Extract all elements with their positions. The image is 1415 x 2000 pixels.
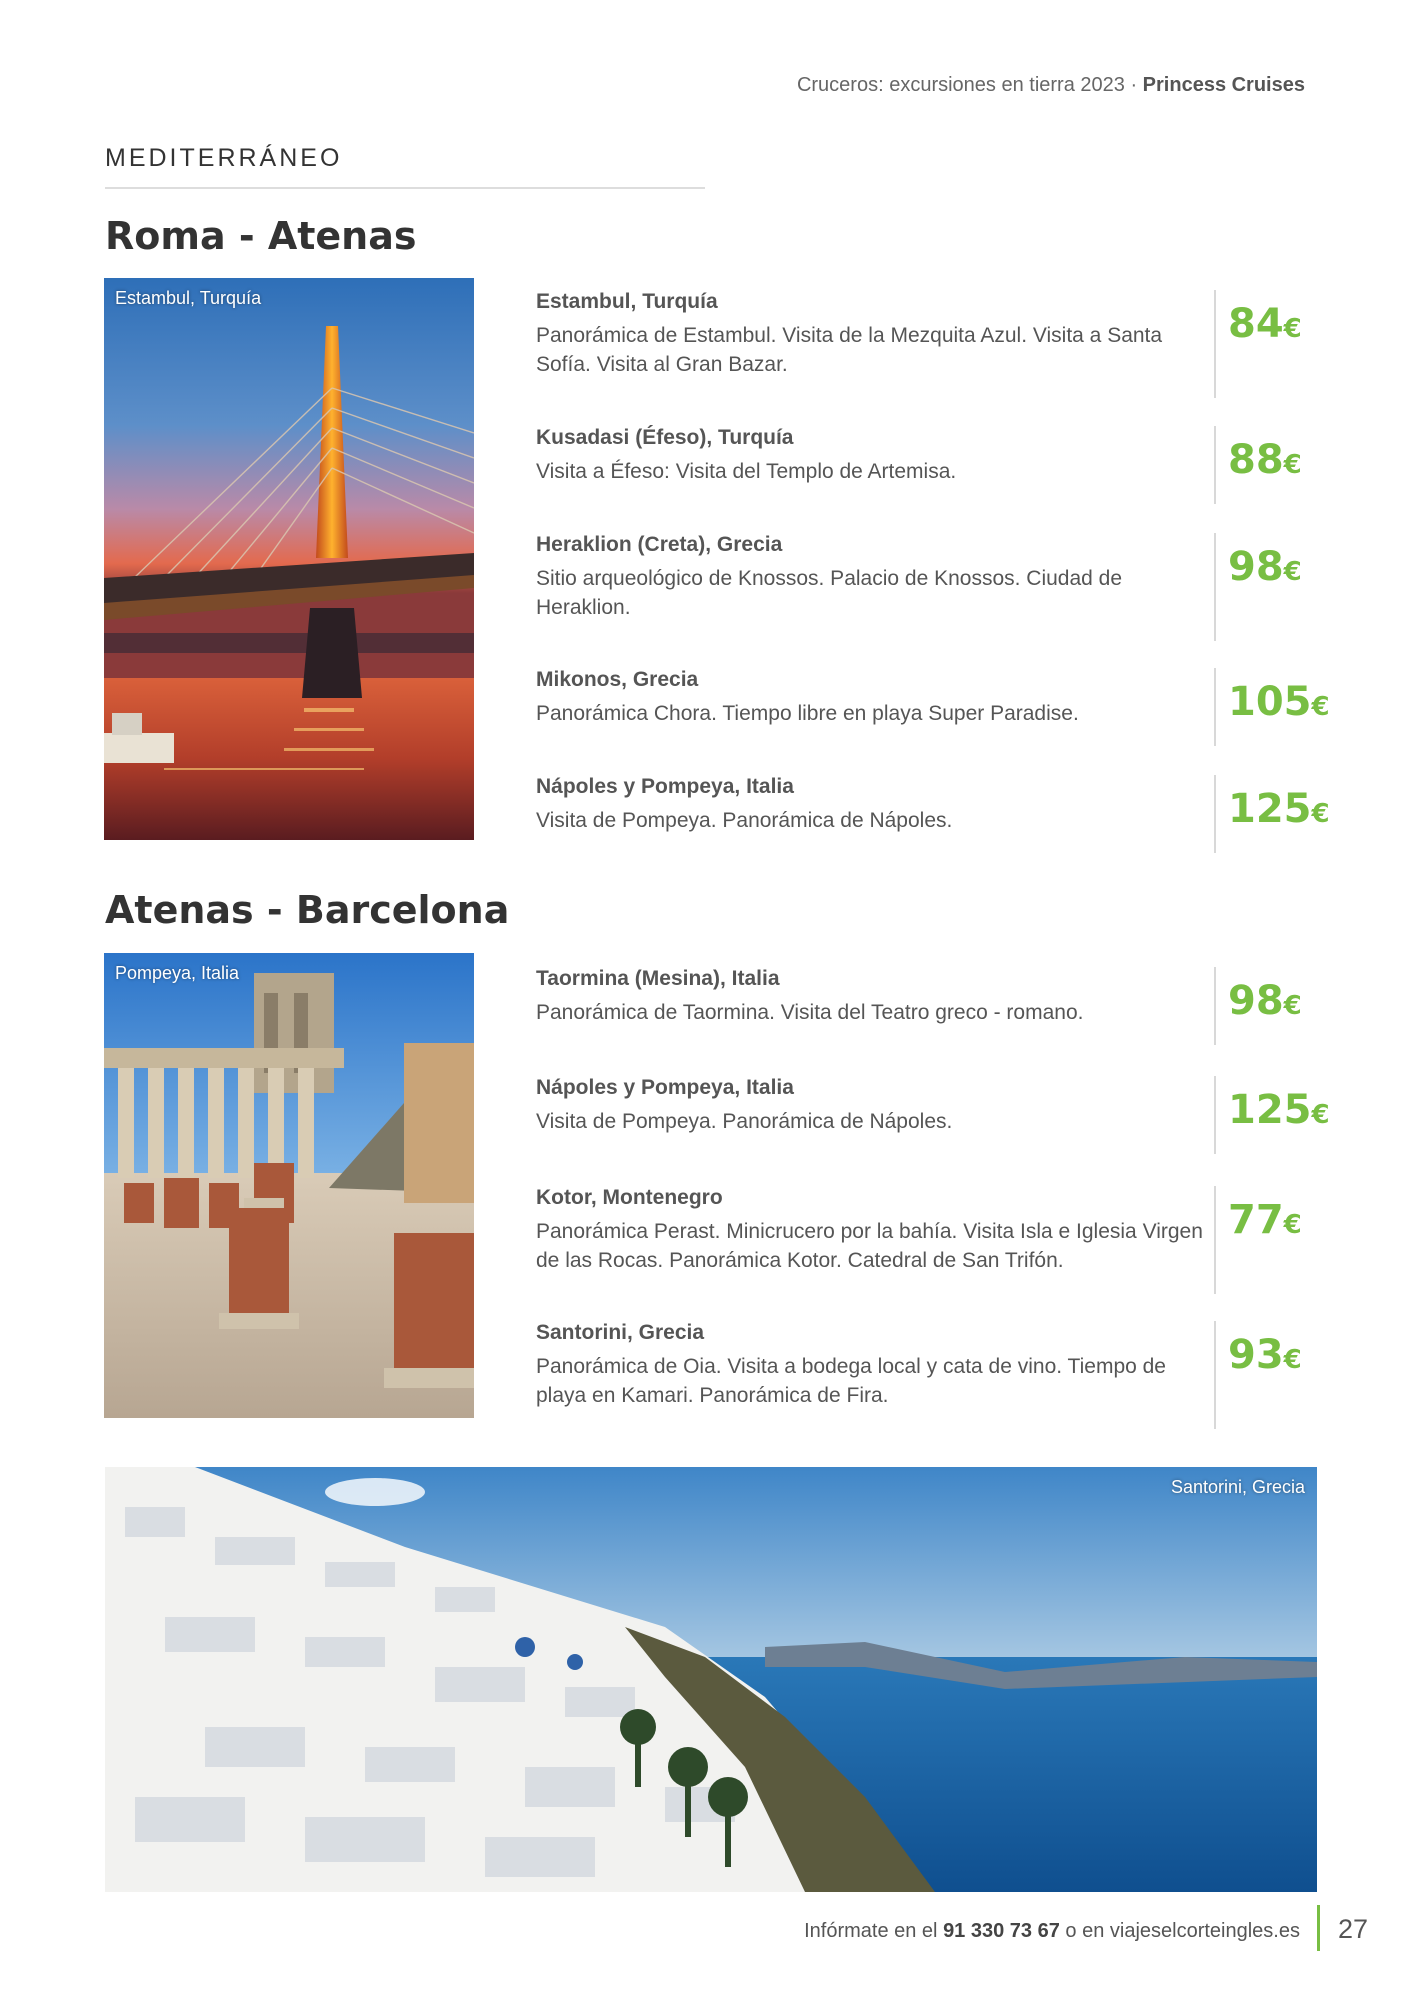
- price-value: 105: [1228, 679, 1312, 725]
- banner-caption: Santorini, Grecia: [1170, 1477, 1305, 1497]
- excursion-title: Santorini, Grecia: [536, 1321, 705, 1344]
- footer-prefix: Infórmate en el: [804, 1920, 944, 1942]
- footer-divider: [1317, 1905, 1320, 1951]
- excursion-description: Panorámica de Oia. Visita a bodega local y cata de vino. Tiempo de playa en Kamari. Panorámica de Fira.: [536, 1355, 1166, 1407]
- excursion-price: [1228, 437, 1302, 483]
- excursion-description: Panorámica de Taormina. Visita del Teatro greco - romano.: [536, 1001, 1084, 1024]
- photo-caption: Pompeya, Italia: [115, 963, 240, 983]
- header-brand: Princess Cruises: [1142, 74, 1305, 96]
- section-label: MEDITERRÁNEO: [105, 144, 343, 172]
- price-value: 125: [1228, 786, 1312, 832]
- photo-estambul: [104, 278, 474, 840]
- excursion-title: Kusadasi (Éfeso), Turquía: [536, 426, 794, 449]
- excursion-title: Estambul, Turquía: [536, 290, 718, 313]
- price-divider: [1214, 775, 1216, 853]
- excursion-item: [536, 533, 1326, 622]
- excursion-description: Panorámica de Estambul. Visita de la Mezquita Azul. Visita a Santa Sofía. Visita al Gran Bazar.: [536, 324, 1163, 376]
- excursion-item: [536, 426, 1326, 486]
- photo-pompeya: [104, 953, 474, 1418]
- price-currency: €: [1311, 1100, 1330, 1130]
- price-currency: €: [1311, 799, 1330, 829]
- excursion-title: Nápoles y Pompeya, Italia: [536, 1076, 794, 1099]
- running-header: [797, 74, 1305, 97]
- price-divider: [1214, 1186, 1216, 1294]
- route-title-atenas-barcelona: Atenas - Barcelona: [105, 888, 510, 932]
- excursion-price: [1228, 786, 1330, 832]
- price-currency: €: [1283, 1345, 1302, 1375]
- excursion-title: Kotor, Montenegro: [536, 1186, 723, 1209]
- price-divider: [1214, 967, 1216, 1045]
- price-value: 84: [1228, 301, 1284, 347]
- price-divider: [1214, 668, 1216, 746]
- excursion-title: Heraklion (Creta), Grecia: [536, 533, 783, 556]
- excursion-title: Taormina (Mesina), Italia: [536, 967, 780, 990]
- price-currency: €: [1283, 991, 1302, 1021]
- excursion-item: [536, 1321, 1326, 1410]
- excursion-price: [1228, 978, 1302, 1024]
- price-value: 98: [1228, 978, 1284, 1024]
- price-divider: [1214, 533, 1216, 641]
- price-divider: [1214, 1076, 1216, 1154]
- page-number: 27: [1338, 1914, 1369, 1944]
- price-divider: [1214, 1321, 1216, 1429]
- price-value: 77: [1228, 1197, 1284, 1243]
- price-value: 88: [1228, 437, 1284, 483]
- footer-middle: o en: [1059, 1920, 1110, 1942]
- excursion-item: [536, 1076, 1330, 1136]
- price-currency: €: [1283, 450, 1302, 480]
- excursion-item: [536, 1186, 1326, 1275]
- excursion-price: [1228, 301, 1302, 347]
- excursion-title: Nápoles y Pompeya, Italia: [536, 775, 794, 798]
- excursion-description: Visita a Éfeso: Visita del Templo de Artemisa.: [536, 460, 957, 483]
- excursion-item: [536, 290, 1326, 379]
- excursion-description: Sitio arqueológico de Knossos. Palacio de Knossos. Ciudad de Heraklion.: [536, 567, 1123, 619]
- ruins-image: [104, 953, 474, 1418]
- price-divider: [1214, 426, 1216, 504]
- price-value: 125: [1228, 1087, 1312, 1133]
- price-currency: €: [1283, 314, 1302, 344]
- price-divider: [1214, 290, 1216, 398]
- footer-phone: 91 330 73 67: [943, 1920, 1060, 1942]
- excursion-item: [536, 775, 1330, 835]
- photo-caption: Estambul, Turquía: [115, 288, 262, 308]
- footer-contact: [804, 1920, 1300, 1943]
- price-currency: €: [1311, 692, 1330, 722]
- excursion-price: [1228, 1332, 1302, 1378]
- excursion-title: Mikonos, Grecia: [536, 668, 699, 691]
- excursion-price: [1228, 544, 1302, 590]
- section-divider: [105, 187, 705, 189]
- excursion-description: Panorámica Perast. Minicrucero por la bahía. Visita Isla e Iglesia Virgen de las Rocas. Panorámica Kotor. Catedral de San Trifón.: [536, 1220, 1203, 1272]
- excursion-price: [1228, 679, 1330, 725]
- header-prefix: Cruceros: excursiones en tierra 2023 ·: [796, 74, 1143, 96]
- price-currency: €: [1283, 557, 1302, 587]
- price-value: 98: [1228, 544, 1284, 590]
- excursion-item: [536, 967, 1326, 1027]
- excursion-description: Panorámica Chora. Tiempo libre en playa Super Paradise.: [536, 702, 1079, 725]
- excursion-description: Visita de Pompeya. Panorámica de Nápoles.: [536, 1110, 953, 1133]
- excursion-price: [1228, 1087, 1330, 1133]
- price-value: 93: [1228, 1332, 1284, 1378]
- route-title-roma-atenas: Roma - Atenas: [105, 214, 417, 258]
- excursion-description: Visita de Pompeya. Panorámica de Nápoles.: [536, 809, 953, 832]
- price-currency: €: [1283, 1210, 1302, 1240]
- banner-santorini: [105, 1467, 1317, 1892]
- excursion-price: [1228, 1197, 1302, 1243]
- excursion-item: [536, 668, 1330, 728]
- bridge-sunset-image: [104, 278, 474, 840]
- santorini-village-image: [105, 1467, 1317, 1892]
- footer-website: viajeselcorteingles.es: [1109, 1920, 1300, 1942]
